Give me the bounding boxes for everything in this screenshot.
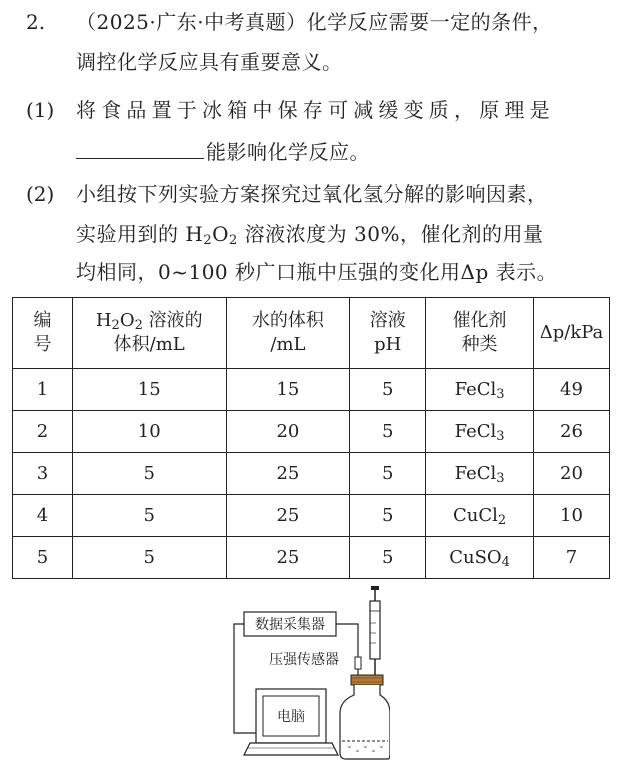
cell-id: 3	[13, 453, 73, 495]
header-ph: 溶液 pH	[350, 298, 426, 369]
header-h2o2-volume: $H_2O_2$ 溶液的 体积/mL	[72, 298, 226, 369]
cell-id: 1	[13, 369, 73, 411]
cell-id: 5	[13, 537, 73, 579]
table-row	[13, 537, 610, 579]
part2-line1: 小组按下列实验方案探究过氧化氢分解的影响因素，	[76, 182, 548, 206]
cell-id: 2	[13, 411, 73, 453]
header-id: 编 号	[13, 298, 73, 369]
cell-ph: 5	[350, 495, 426, 537]
sensor-icon	[355, 657, 361, 669]
collector-label: 数据采集器	[255, 617, 325, 633]
cell-catalyst: FeCl$_3$	[426, 411, 534, 453]
cell-catalyst: FeCl$_3$	[426, 369, 534, 411]
cell-dp: 7	[534, 537, 610, 579]
cell-dp: 20	[534, 453, 610, 495]
collector-computer-wire	[234, 624, 256, 733]
cell-id: 4	[13, 495, 73, 537]
question-source: （2025·广东·中考真题）	[76, 10, 307, 34]
part2-sub1: 2	[203, 233, 213, 248]
table-row	[13, 411, 610, 453]
cell-catalyst: CuCl$_2$	[426, 495, 534, 537]
stopper-icon	[351, 675, 383, 685]
part1-line2	[76, 136, 370, 166]
sensor-label: 压强传感器	[269, 652, 339, 668]
part2-line3: 均相同，0~100 秒广口瓶中压强的变化用Δp 表示。	[76, 260, 558, 284]
part1-line2-text: 能影响化学反应。	[206, 140, 370, 164]
cell-water: 20	[226, 411, 350, 453]
experiment-table	[12, 297, 610, 579]
question-stem-line1	[76, 8, 553, 36]
header-delta-p: Δp/kPa	[534, 298, 610, 369]
computer-label: 电脑	[277, 709, 305, 725]
part2-line2-post: 溶液浓度为 30%，催化剂的用量	[237, 222, 544, 246]
cell-dp: 49	[534, 369, 610, 411]
part2-sub2: 2	[229, 233, 238, 248]
cell-ph: 5	[350, 537, 426, 579]
part1-label: (1)	[26, 98, 55, 122]
cell-catalyst: FeCl$_3$	[426, 453, 534, 495]
question-stem-text: 化学反应需要一定的条件，	[306, 10, 553, 34]
cell-water: 25	[226, 495, 350, 537]
part1-line1: 将食品置于冰箱中保存可减缓变质，原理是	[76, 98, 555, 122]
part2-line2	[76, 220, 543, 248]
cell-catalyst: CuSO$_4$	[426, 537, 534, 579]
syringe-plunger-cap	[371, 586, 379, 590]
table-row	[13, 369, 610, 411]
cell-ph: 5	[350, 453, 426, 495]
cell-dp: 26	[534, 411, 610, 453]
cell-h2o2: 15	[72, 369, 226, 411]
question-number: 2.	[26, 10, 46, 34]
syringe-icon	[370, 601, 380, 659]
table-header-row	[13, 298, 610, 369]
cell-h2o2: 5	[72, 537, 226, 579]
question-stem-line2: 调控化学反应具有重要意义。	[76, 50, 343, 74]
cell-h2o2: 5	[72, 453, 226, 495]
part2-label: (2)	[26, 182, 55, 206]
apparatus-diagram	[230, 583, 390, 760]
cell-water: 15	[226, 369, 350, 411]
answer-blank[interactable]	[76, 136, 204, 159]
keyboard-icon	[244, 743, 338, 755]
part2-line2-pre: 实验用到的 H	[76, 222, 204, 246]
cell-ph: 5	[350, 369, 426, 411]
header-catalyst: 催化剂 种类	[426, 298, 534, 369]
cell-dp: 10	[534, 495, 610, 537]
cell-h2o2: 5	[72, 495, 226, 537]
cell-ph: 5	[350, 411, 426, 453]
cell-water: 25	[226, 453, 350, 495]
header-water-volume: 水的体积 /mL	[226, 298, 350, 369]
table-row	[13, 495, 610, 537]
table-row	[13, 453, 610, 495]
collector-sensor-wire	[336, 624, 358, 657]
cell-water: 25	[226, 537, 350, 579]
part2-line2-mid: O	[212, 222, 229, 246]
cell-h2o2: 10	[72, 411, 226, 453]
